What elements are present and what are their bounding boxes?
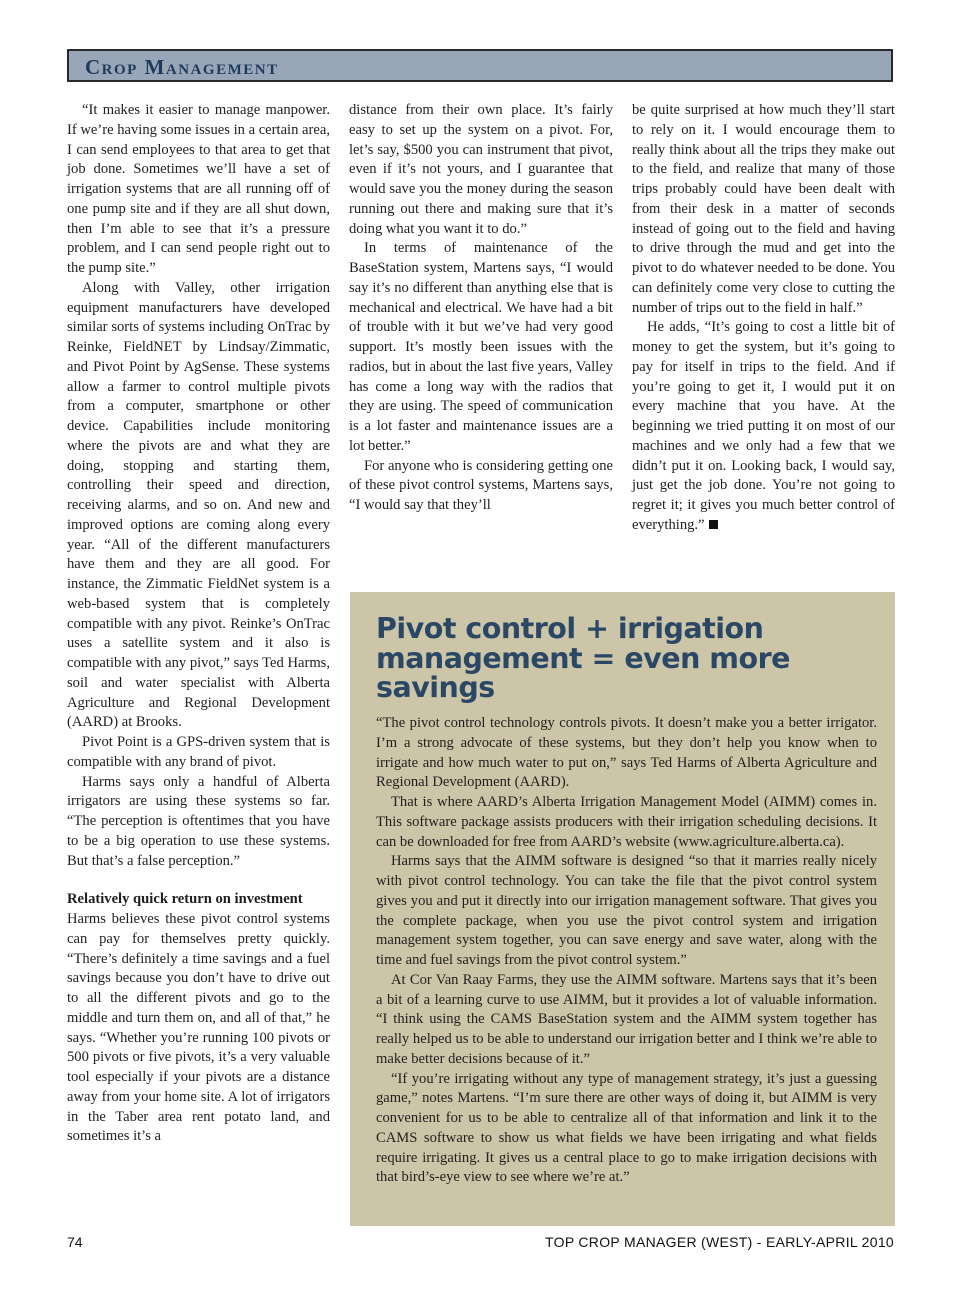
- article-column-2: [349, 101, 613, 516]
- paragraph: distance from their own place. It’s fairly easy to set up the system on a pivot. For, let’s say, $500 you can instrument that pivot, even if it’s not yours, and I guarantee that would save you the money during the season running out there and making sure that it’s doing what you want it to do.”: [349, 102, 613, 237]
- sidebar-body: [376, 714, 877, 1188]
- section-header: [67, 49, 893, 82]
- sidebar-box: [350, 592, 895, 1226]
- paragraph: “If you’re irrigating without any type of management strategy, it’s just a guessing game,” notes Martens. “I’m sure there are other ways of doing it, but AIMM is very convenient for us to be able to centralize all of that information and link it to the CAMS software to show us what fields we have been irrigating and what fields require irrigating. It gives us a central place to go to make irrigation decisions with that bird’s-eye view to see where we’re at.”: [376, 1070, 877, 1186]
- paragraph: Harms says that the AIMM software is designed “so that it marries really nicely with pivot control technology. You can take the file that the pivot control system gives you and put it directly into our irrigation management software. That gives you the complete package, when you use the pivot control system and irrigation management system together, you can save energy and save water, along with the time and fuel savings from the pivot control system.”: [376, 853, 877, 968]
- paragraph: Pivot Point is a GPS-driven system that is compatible with any brand of pivot.: [67, 734, 330, 770]
- paragraph: Harms believes these pivot control systems can pay for themselves pretty quickly. “There’s definitely a time savings and a fuel savings because you don’t have to drive out to all the different pivots and go to the middle and turn them on, and all of that,” he says. “Whether you’re running 100 pivots or 500 pivots or five pivots, it’s a very valuable tool especially if your pivots are a distance away from your home site. A lot of irrigators in the Taber area rent potato land, and sometimes it’s a: [67, 911, 330, 1145]
- paragraph: “The pivot control technology controls pivots. It doesn’t make you a better irrigator. I’m a strong advocate of these systems, but they don’t help you know when to irrigate and how much water to put on,” says Ted Harms of Alberta Agriculture and Regional Development (AARD).: [376, 715, 877, 791]
- paragraph: [632, 318, 895, 535]
- paragraph: At Cor Van Raay Farms, they use the AIMM software. Martens says that it’s been a bit of a learning curve to use AIMM, but it provides a lot of valuable information. “I think using the CAMS BaseStation system and the AIMM system together has really helped us to be able to understand our irrigation better and I think we’re able to make better decisions because of it.”: [376, 971, 877, 1067]
- article-column-1: [67, 101, 330, 1147]
- sidebar-title: Pivot control + irrigation management = even more savings: [376, 612, 790, 704]
- section-title: Crop Management: [85, 55, 279, 79]
- paragraph-text: He adds, “It’s going to cost a little bit of money to get the system, but it’s going to pay for itself in trips to the field. And if you’re going to get it, I would put it on every machine that you have. At the beginning we tried putting it on most of our machines and we only had a few that we didn’t put it on. Looking back, I would say, just get the job done. You’re not going to regret it; it gives you much better control of everything.”: [632, 319, 895, 533]
- paragraph: For anyone who is considering getting one of these pivot control systems, Martens says, “I would say that they’ll: [349, 457, 613, 513]
- article-column-3: [632, 101, 895, 536]
- paragraph: be quite surprised at how much they’ll start to rely on it. I would encourage them to really think about all the trips they make out to the field, and realize that many of those trips probably could have been dealt with from their desk in a matter of seconds instead of going out to the field and having to drive through the mud and get into the pivot to do whatever needed to be done. You can definitely come very close to cutting the number of trips out to the field in half.”: [632, 102, 895, 316]
- page-number: 74: [67, 1234, 83, 1250]
- publication-footer: TOP CROP MANAGER (WEST) - EARLY-APRIL 2010: [545, 1234, 894, 1250]
- paragraph: Harms says only a handful of Alberta irrigators are using these systems so far. “The perception is oftentimes that you have to be a big operation to use these systems. But that’s a false perception.”: [67, 773, 330, 869]
- subheading: Relatively quick return on investment: [67, 891, 303, 908]
- paragraph: That is where AARD’s Alberta Irrigation Management Model (AIMM) comes in. This software package assists producers with their irrigation scheduling decisions. It can be downloaded for free from AARD’s website (www.agriculture.alberta.ca).: [376, 794, 877, 850]
- end-of-article-mark: [709, 520, 718, 529]
- paragraph: In terms of maintenance of the BaseStation system, Martens says, “I would say it’s no different than anything else that is mechanical and electrical. We have had a bit of trouble with it but we’ve had very good support. It’s mostly been issues with the radios, but in about the last five years, Valley has come a long way with the radios that they are using. The speed of communication is a lot faster and maintenance issues are a lot better.”: [349, 240, 613, 454]
- paragraph: Along with Valley, other irrigation equipment manufacturers have developed similar sorts of systems including OnTrac by Reinke, FieldNET by Lindsay/Zimmatic, and Pivot Point by AgSense. These systems allow a farmer to control multiple pivots from a computer, smartphone or other device. Capabilities include monitoring where the pivots are and what they are doing, stopping and starting them, controlling their speed and direction, receiving alarms, and so on. And new and improved options are coming along every year. “All of the different manufacturers have them and they are all good. For instance, the Zimmatic FieldNet system is a web-based system that is completely compatible with any pivot. Reinke’s OnTrac uses a satellite system and it also is compatible with any pivot,” says Ted Harms, soil and water specialist with Alberta Agriculture and Regional Development (AARD) at Brooks.: [67, 279, 330, 731]
- paragraph: “It makes it easier to manage manpower. If we’re having some issues in a certain area, I can send employees to that area to get that job done. Sometimes we’ll have a set of irrigation systems that are all running off of one pump site and if they are all shut down, then I’m able to see that it’s a pressure problem, and I can send people right out to the pump site.”: [67, 102, 330, 276]
